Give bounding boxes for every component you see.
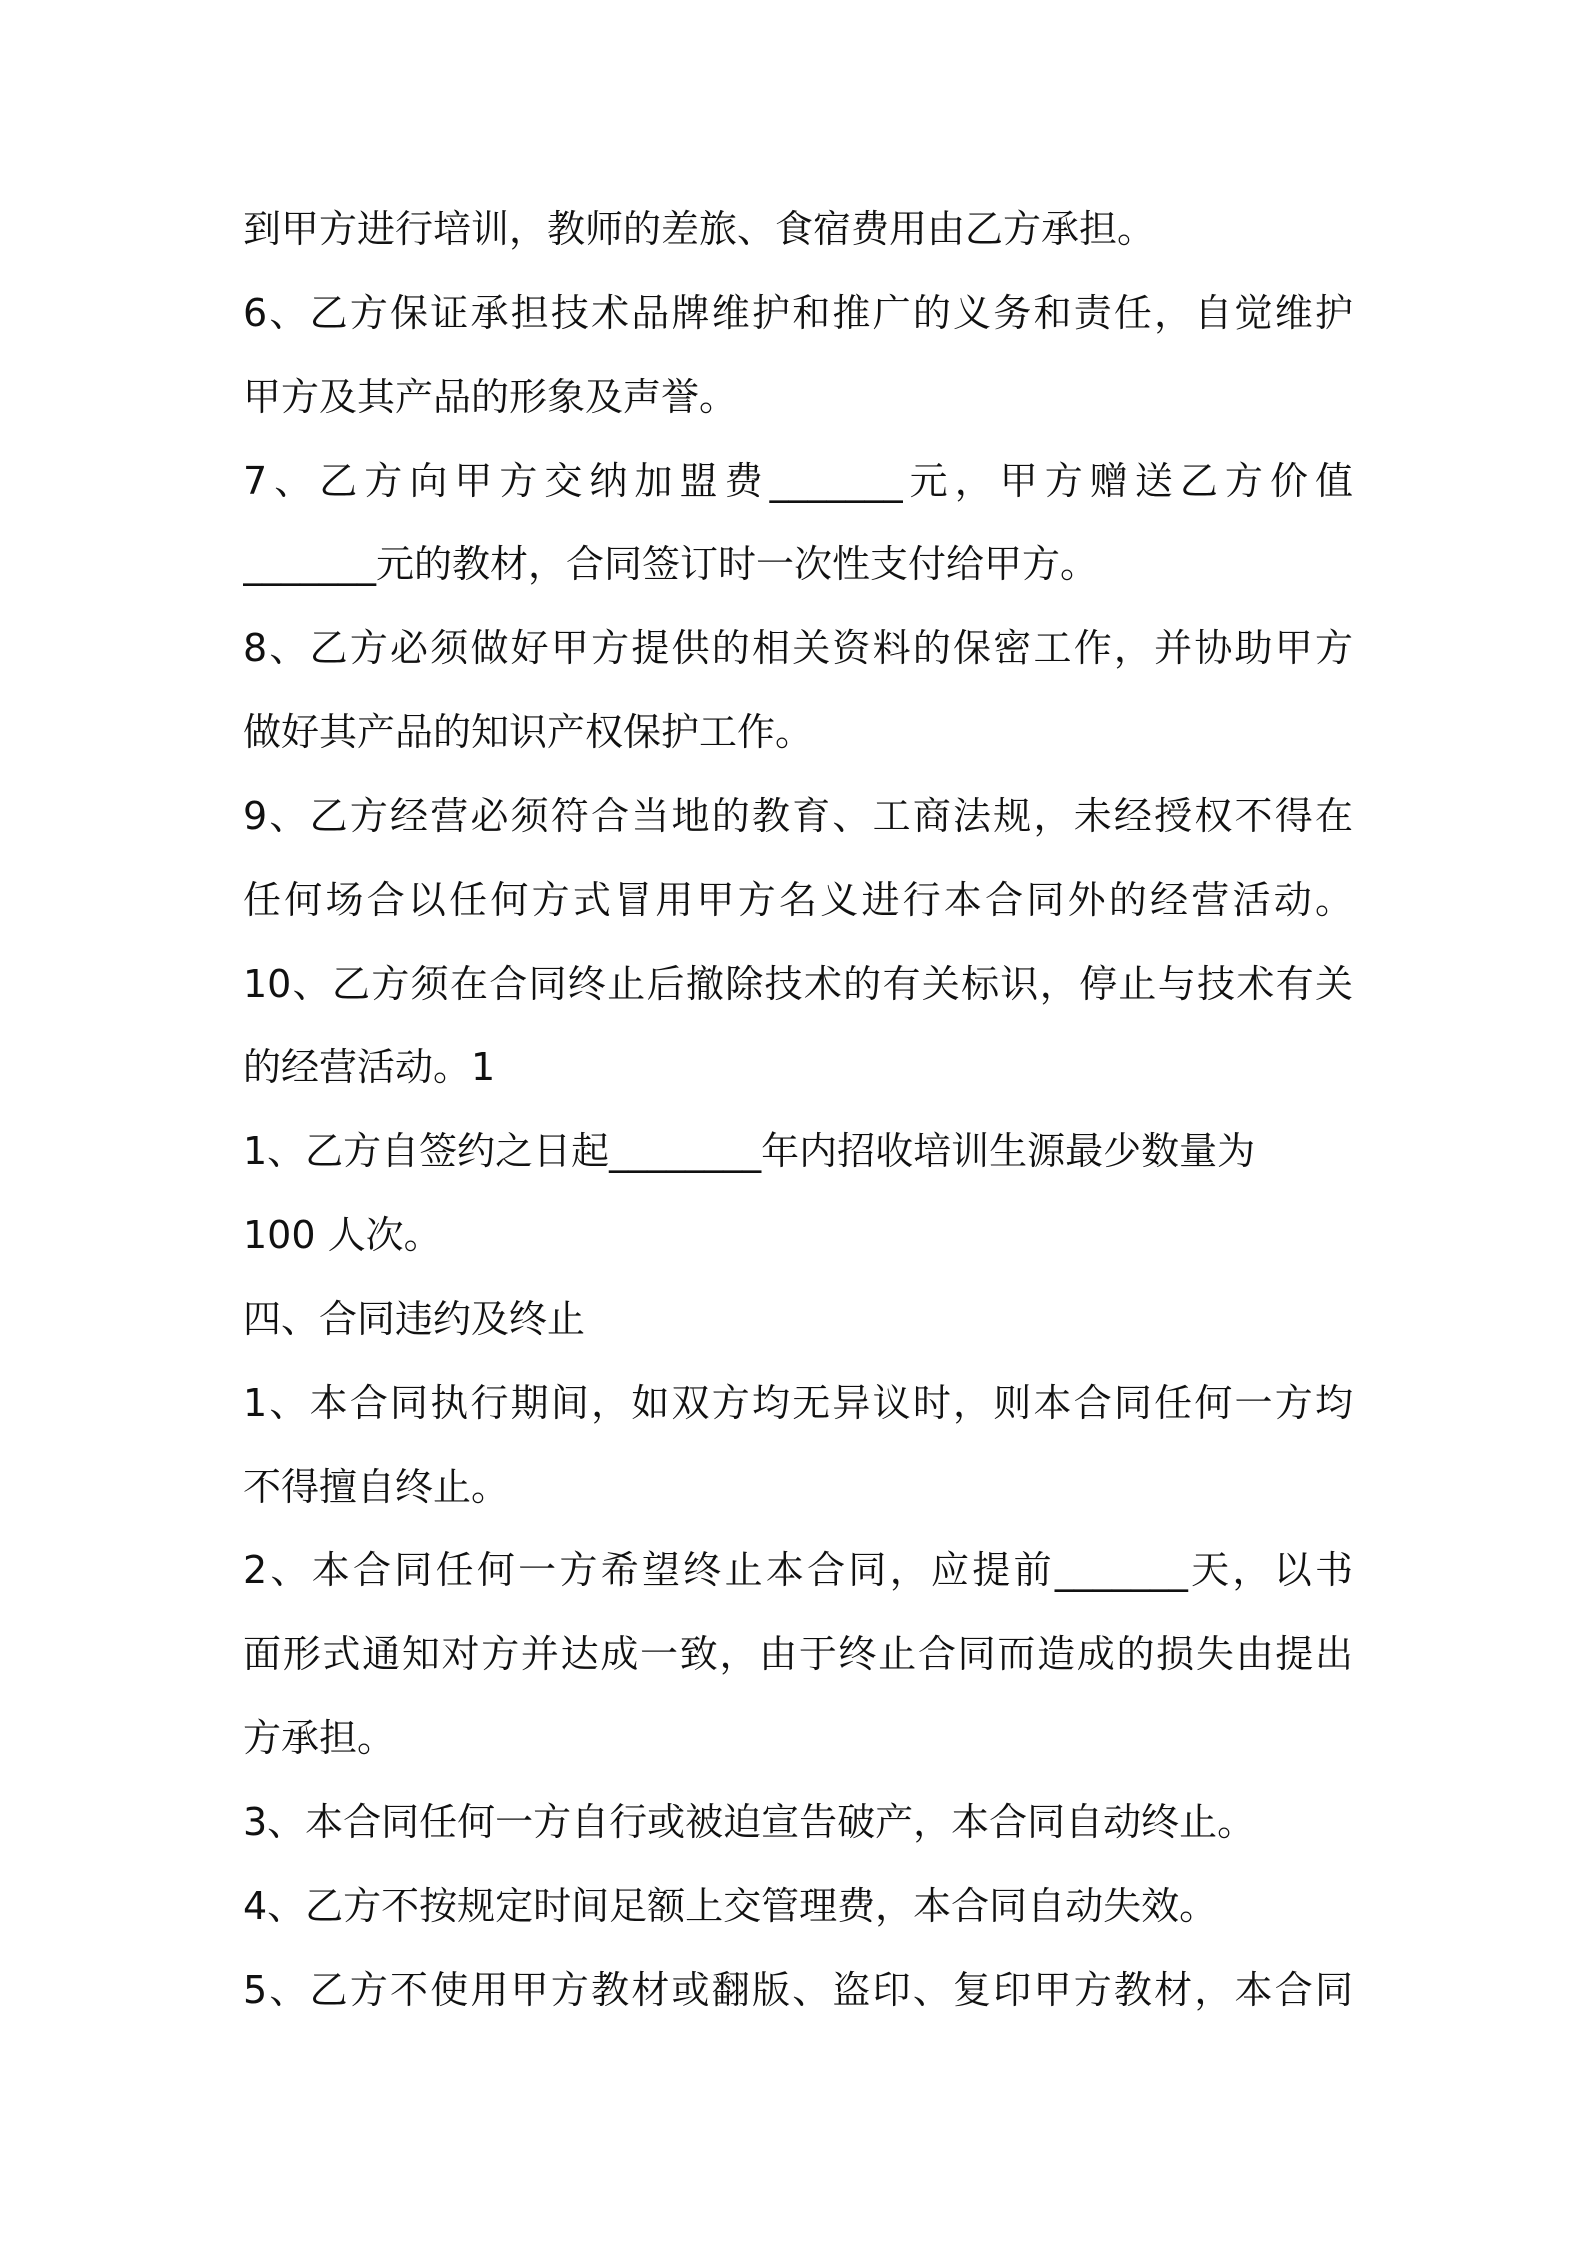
text-line-21: 4、乙方不按规定时间足额上交管理费，本合同自动失效。 [243,1884,1218,1928]
text-line-6: 8、乙方必须做好甲方提供的相关资料的保密工作，并协助甲方 [243,626,1353,670]
text-line-1: 到甲方进行培训，教师的差旅、食宿费用由乙方承担。 [243,207,1156,251]
text-line-2: 6、乙方保证承担技术品牌维护和推广的义务和责任，自觉维护 [243,291,1353,335]
text-line-7: 做好其产品的知识产权保护工作。 [243,710,814,754]
text-line-3: 甲方及其产品的形象及声誉。 [243,375,738,419]
text-line-12: 1、乙方自签约之日起________年内招收培训生源最少数量为 [243,1129,1256,1173]
text-line-15: 1、本合同执行期间，如双方均无异议时，则本合同任何一方均 [243,1381,1353,1425]
text-line-8: 9、乙方经营必须符合当地的教育、工商法规，未经授权不得在 [243,794,1353,838]
text-line-17: 2、本合同任何一方希望终止本合同，应提前_______天，以书 [243,1548,1353,1592]
text-line-20: 3、本合同任何一方自行或被迫宣告破产，本合同自动终止。 [243,1800,1256,1844]
text-line-22: 5、乙方不使用甲方教材或翻版、盗印、复印甲方教材，本合同 [243,1968,1353,2012]
text-line-11: 的经营活动。1 [243,1045,496,1089]
text-line-10: 10、乙方须在合同终止后撤除技术的有关标识，停止与技术有关 [243,962,1353,1006]
section-heading: 四、合同违约及终止 [243,1297,586,1341]
text-line-13: 100 人次。 [243,1213,442,1257]
text-line-18: 面形式通知对方并达成一致，由于终止合同而造成的损失由提出 [243,1632,1353,1676]
text-line-16: 不得擅自终止。 [243,1465,510,1509]
text-line-5: _______元的教材，合同签订时一次性支付给甲方。 [243,542,1099,586]
text-line-9: 任何场合以任何方式冒用甲方名义进行本合同外的经营活动。 [243,878,1353,922]
text-line-4: 7、乙方向甲方交纳加盟费_______元，甲方赠送乙方价值 [243,459,1353,503]
text-line-19: 方承担。 [243,1716,396,1760]
